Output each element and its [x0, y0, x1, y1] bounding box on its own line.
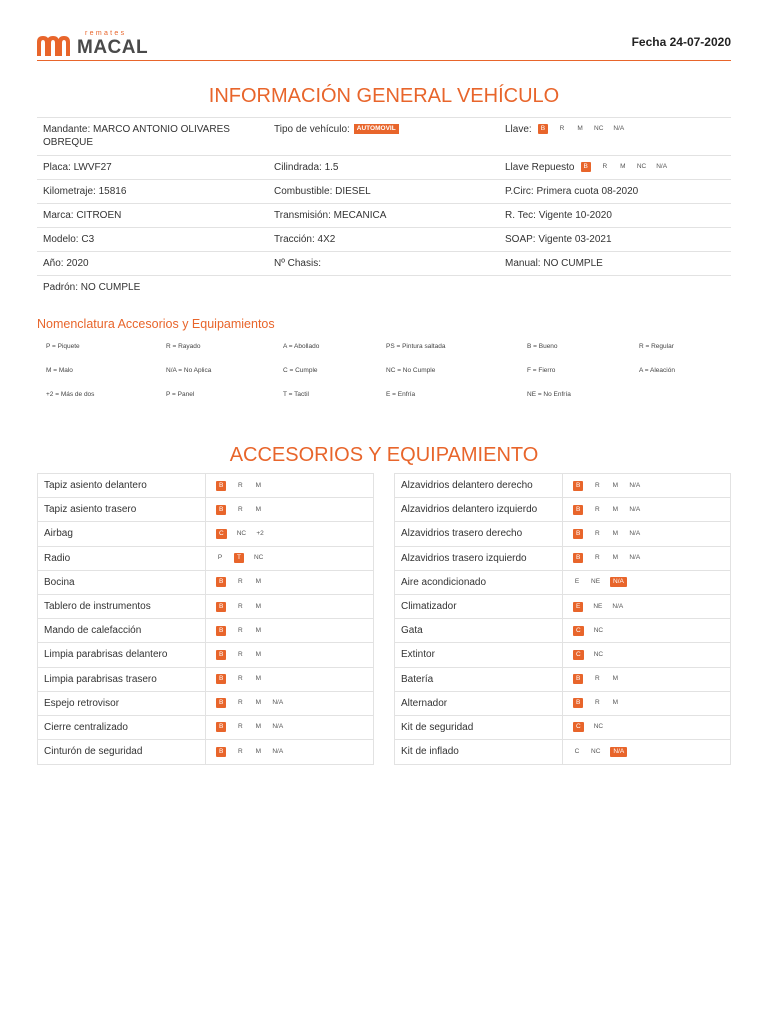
- option-label: NC: [253, 554, 264, 562]
- accessory-row-radio: [38, 547, 373, 571]
- accessory-options: [563, 547, 730, 570]
- selected-option-badge: B: [216, 505, 226, 515]
- accessory-name: Limpia parabrisas trasero: [38, 668, 206, 691]
- anio-cell: Año: 2020: [43, 258, 89, 269]
- accessory-options: [206, 643, 373, 666]
- accessory-row-tapiz-asiento-delantero: [38, 474, 373, 498]
- accessory-options: [563, 740, 730, 764]
- option-label: R: [237, 578, 243, 586]
- accessory-name: Tapiz asiento trasero: [38, 498, 206, 521]
- selected-option-badge: B: [216, 698, 226, 708]
- accessory-name: Tablero de instrumentos: [38, 595, 206, 618]
- accessory-row-kit-de-inflado: [395, 740, 730, 764]
- accessory-options: [563, 522, 730, 545]
- info-row: [37, 252, 731, 276]
- nomenclature-item: M = Malo: [46, 367, 73, 374]
- accessory-name: Kit de seguridad: [395, 716, 563, 739]
- kilometraje-cell: Kilometraje: 15816: [43, 186, 127, 197]
- nomenclature-item: A = Abollado: [283, 343, 320, 350]
- info-row: [37, 180, 731, 204]
- selected-option-badge: C: [573, 626, 584, 636]
- option-label: M: [612, 675, 619, 683]
- marca-cell: Marca: CITROEN: [43, 210, 122, 221]
- accessory-options: [563, 474, 730, 497]
- logo-text: MACAL: [77, 37, 149, 58]
- llave-cell: Llave: B R M NC N/A: [499, 118, 730, 155]
- option-label: NC: [236, 529, 247, 537]
- option-label: R: [237, 748, 243, 756]
- accessory-options: [206, 498, 373, 521]
- accessory-options: [206, 692, 373, 715]
- info-row: [37, 228, 731, 252]
- placa-cell: Placa: LWVF27: [43, 162, 112, 173]
- nomenclature-item: PS = Pintura saltada: [386, 343, 446, 350]
- option-label: R: [594, 505, 600, 513]
- accessory-row-espejo-retrovisor: [38, 692, 373, 716]
- accessory-name: Alzavidrios trasero izquierdo: [395, 547, 563, 570]
- option-label: NC: [593, 650, 604, 658]
- tipo-cell: Tipo de vehículo: AUTOMOVIL: [268, 118, 499, 155]
- transmision-cell: Transmisión: MECANICA: [274, 210, 387, 221]
- modelo-cell: Modelo: C3: [43, 234, 95, 245]
- nomenclature-item: F = Fierro: [527, 367, 556, 374]
- accessory-options: [563, 595, 730, 618]
- info-row: [37, 204, 731, 228]
- nomenclature-row: [46, 367, 736, 391]
- option-label: M: [612, 481, 619, 489]
- option-label: C: [574, 748, 580, 756]
- info-row: [37, 276, 731, 299]
- accessory-name: Mando de calefacción: [38, 619, 206, 642]
- nomenclature-item: R = Rayado: [166, 343, 201, 350]
- option-label: R: [594, 554, 600, 562]
- general-info-table: [37, 117, 731, 299]
- pcirc-cell: P.Circ: Primera cuota 08-2020: [505, 186, 639, 197]
- accessory-name: Aire acondicionado: [395, 571, 563, 594]
- selected-option-badge: B: [573, 529, 583, 539]
- selected-option-badge: B: [216, 577, 226, 587]
- accessory-row-aire-acondicionado: [395, 571, 730, 595]
- selected-option-badge: B: [573, 674, 583, 684]
- accessory-name: Bocina: [38, 571, 206, 594]
- selected-option-badge: B: [216, 481, 226, 491]
- accessory-row-alzavidrios-delantero-izquierdo: [395, 498, 730, 522]
- accessories-table-left: [37, 473, 374, 765]
- nomenclature-item: C = Cumple: [283, 367, 318, 374]
- accessory-row-mando-de-calefaccion: [38, 619, 373, 643]
- option-label: M: [612, 699, 619, 707]
- macal-logo-icon: [37, 34, 73, 56]
- nomenclature-grid: [46, 343, 736, 415]
- option-label: N/A: [629, 529, 641, 537]
- accessory-row-bateria: [395, 668, 730, 692]
- accessory-options: [206, 716, 373, 739]
- accessory-options: [206, 740, 373, 764]
- option-label: R: [237, 699, 243, 707]
- nomenclature-item: NE = No Enfría: [527, 391, 571, 398]
- nomenclature-row: [46, 343, 736, 367]
- accessory-row-gata: [395, 619, 730, 643]
- selected-option-badge: B: [573, 698, 583, 708]
- accessory-options: [206, 547, 373, 570]
- accessory-row-alternador: [395, 692, 730, 716]
- llave-options: B R M NC N/A: [538, 124, 635, 134]
- accessory-options: [563, 692, 730, 715]
- accessory-row-limpia-parabrisas-delantero: [38, 643, 373, 667]
- option-label: M: [612, 505, 619, 513]
- option-label: R: [594, 529, 600, 537]
- accessory-row-alzavidrios-trasero-derecho: [395, 522, 730, 546]
- nomenclature-item: B = Bueno: [527, 343, 558, 350]
- accessory-options: [563, 668, 730, 691]
- accessory-options: [563, 716, 730, 739]
- accessory-name: Gata: [395, 619, 563, 642]
- option-label: N/A: [272, 723, 284, 731]
- accessory-name: Cinturón de seguridad: [38, 740, 206, 764]
- option-label: R: [237, 481, 243, 489]
- accessory-options: [206, 668, 373, 691]
- option-label: NE: [593, 602, 603, 610]
- nomenclature-title: Nomenclatura Accesorios y Equipamientos: [37, 317, 275, 331]
- option-label: M: [255, 748, 262, 756]
- manual-cell: Manual: NO CUMPLE: [505, 258, 603, 269]
- option-label: R: [594, 481, 600, 489]
- soap-cell: SOAP: Vigente 03-2021: [505, 234, 612, 245]
- nomenclature-item: T = Tactil: [283, 391, 309, 398]
- accessory-options: [563, 619, 730, 642]
- nomenclature-item: +2 = Más de dos: [46, 391, 95, 398]
- accessory-options: [563, 571, 730, 594]
- nomenclature-item: A = Aleación: [639, 367, 675, 374]
- accessory-row-tablero-de-instrumentos: [38, 595, 373, 619]
- info-row: [37, 117, 731, 156]
- option-label: R: [237, 723, 243, 731]
- accessory-name: Airbag: [38, 522, 206, 545]
- selected-option-badge: C: [573, 650, 584, 660]
- option-label: P: [217, 554, 223, 562]
- selected-option-badge: N/A: [610, 577, 627, 587]
- option-label: M: [255, 723, 262, 731]
- option-label: M: [255, 481, 262, 489]
- report-date: Fecha 24-07-2020: [631, 35, 731, 49]
- nomenclature-row: [46, 391, 736, 415]
- option-label: M: [255, 505, 262, 513]
- selected-option-badge: N/A: [610, 747, 627, 757]
- option-label: M: [255, 650, 262, 658]
- accessory-row-limpia-parabrisas-trasero: [38, 668, 373, 692]
- accessory-options: [206, 522, 373, 545]
- option-label: M: [255, 626, 262, 634]
- option-label: R: [237, 626, 243, 634]
- option-label: +2: [256, 529, 264, 537]
- accessory-row-extintor: [395, 643, 730, 667]
- traccion-cell: Tracción: 4X2: [274, 234, 336, 245]
- accessory-name: Kit de inflado: [395, 740, 563, 764]
- nomenclature-item: E = Enfría: [386, 391, 416, 398]
- option-label: R: [594, 699, 600, 707]
- accessory-name: Radio: [38, 547, 206, 570]
- llave-repuesto-cell: Llave Repuesto B R M NC N/A: [499, 156, 730, 179]
- accessory-options: [206, 619, 373, 642]
- nomenclature-item: P = Panel: [166, 391, 195, 398]
- option-label: M: [255, 699, 262, 707]
- selected-option-badge: C: [573, 722, 584, 732]
- option-label: R: [237, 675, 243, 683]
- accessory-row-bocina: [38, 571, 373, 595]
- option-label: R: [237, 602, 243, 610]
- selected-option-badge: B: [573, 553, 583, 563]
- accessories-table-right: [394, 473, 731, 765]
- option-label: M: [255, 675, 262, 683]
- accessory-row-cierre-centralizado: [38, 716, 373, 740]
- option-label: R: [594, 675, 600, 683]
- accessory-row-tapiz-asiento-trasero: [38, 498, 373, 522]
- accessory-name: Batería: [395, 668, 563, 691]
- accessory-row-airbag: [38, 522, 373, 546]
- info-row: [37, 156, 731, 180]
- page-header: [37, 30, 731, 61]
- accessory-options: [206, 595, 373, 618]
- rtec-cell: R. Tec: Vigente 10-2020: [505, 210, 612, 221]
- accessory-row-alzavidrios-trasero-izquierdo: [395, 547, 730, 571]
- macal-logo: [37, 30, 147, 56]
- selected-option-badge: B: [216, 602, 226, 612]
- logo-subtext: remates: [85, 30, 127, 37]
- selected-option-badge: B: [216, 722, 226, 732]
- option-label: M: [255, 578, 262, 586]
- llave-repuesto-options: B R M NC N/A: [581, 162, 678, 172]
- nomenclature-item: P = Piquete: [46, 343, 80, 350]
- accessory-name: Espejo retrovisor: [38, 692, 206, 715]
- mandante-cell: Mandante: MARCO ANTONIO OLIVARES OBREQUE: [43, 124, 230, 148]
- selected-option-badge: C: [216, 529, 227, 539]
- accessory-name: Limpia parabrisas delantero: [38, 643, 206, 666]
- accessory-name: Cierre centralizado: [38, 716, 206, 739]
- accessory-row-climatizador: [395, 595, 730, 619]
- selected-option-badge: B: [573, 481, 583, 491]
- accessory-row-kit-de-seguridad: [395, 716, 730, 740]
- selected-option-badge: B: [573, 505, 583, 515]
- accessory-name: Alzavidrios trasero derecho: [395, 522, 563, 545]
- accessory-name: Alzavidrios delantero izquierdo: [395, 498, 563, 521]
- accessory-name: Alternador: [395, 692, 563, 715]
- option-label: M: [612, 554, 619, 562]
- accessory-options: [563, 643, 730, 666]
- accessory-row-alzavidrios-delantero-derecho: [395, 474, 730, 498]
- combustible-cell: Combustible: DIESEL: [274, 186, 371, 197]
- selected-option-badge: B: [216, 626, 226, 636]
- selected-option-badge: B: [216, 650, 226, 660]
- nomenclature-item: R = Regular: [639, 343, 674, 350]
- tipo-badge: AUTOMOVIL: [354, 124, 399, 134]
- option-label: E: [574, 578, 580, 586]
- accessory-name: Alzavidrios delantero derecho: [395, 474, 563, 497]
- option-label: NC: [593, 626, 604, 634]
- accessory-options: [206, 571, 373, 594]
- accessory-options: [563, 498, 730, 521]
- option-label: N/A: [272, 748, 284, 756]
- option-label: NC: [591, 748, 601, 756]
- accessory-name: Extintor: [395, 643, 563, 666]
- option-label: R: [237, 505, 243, 513]
- nomenclature-item: NC = No Cumple: [386, 367, 436, 374]
- cilindrada-cell: Cilindrada: 1.5: [274, 162, 339, 173]
- option-label: NE: [591, 578, 601, 586]
- accessories-title: ACCESORIOS Y EQUIPAMIENTO: [229, 444, 539, 466]
- option-label: R: [237, 650, 243, 658]
- option-label: N/A: [629, 554, 641, 562]
- accessory-name: Climatizador: [395, 595, 563, 618]
- option-label: N/A: [629, 505, 641, 513]
- selected-option-badge: E: [573, 602, 583, 612]
- option-label: M: [255, 602, 262, 610]
- nomenclature-item: N/A = No Aplica: [166, 367, 212, 374]
- option-label: N/A: [272, 699, 284, 707]
- option-label: N/A: [629, 481, 641, 489]
- option-label: N/A: [612, 602, 624, 610]
- accessory-name: Tapiz asiento delantero: [38, 474, 206, 497]
- accessory-row-cinturon-de-seguridad: [38, 740, 373, 764]
- selected-option-badge: B: [216, 674, 226, 684]
- general-info-title: INFORMACIÓN GENERAL VEHÍCULO: [208, 85, 560, 107]
- padron-cell: Padrón: NO CUMPLE: [43, 282, 141, 293]
- option-label: NC: [593, 723, 604, 731]
- option-label: M: [612, 529, 619, 537]
- accessory-options: [206, 474, 373, 497]
- chasis-cell: Nº Chasis:: [274, 258, 321, 269]
- selected-option-badge: T: [234, 553, 244, 563]
- selected-option-badge: B: [216, 747, 226, 757]
